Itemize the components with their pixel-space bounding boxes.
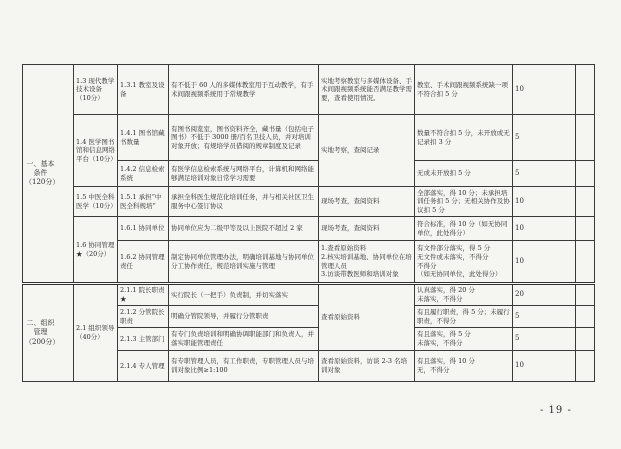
item-cell: 1.3.1 教室及设备 <box>118 65 169 115</box>
score-cell: 10 <box>513 217 576 241</box>
category-label: 二、组织管理（200分） <box>25 319 60 346</box>
scoring-cell: 有且落实，得 10 分 无，不得分 <box>415 351 513 382</box>
criteria-cell: 明确分管院领导，并履行分管职责 <box>169 306 319 328</box>
actual-score-cell <box>576 161 595 187</box>
actual-score-cell <box>576 351 595 382</box>
criteria-cell: 有专职管理人员，有工作职责，专职管理人员与培训对象比例≥1:100 <box>169 351 319 382</box>
actual-score-cell <box>576 187 595 217</box>
table-row <box>23 284 595 306</box>
score-cell: 10 <box>513 187 576 217</box>
criteria-cell: 制定协同单位管理办法，明确培训基地与协同单位分工协作责任，规范培训实施与管理 <box>169 241 319 284</box>
method-cell: 查看原始资料，访谈 2-3 名培训对象 <box>319 351 415 382</box>
item-cell: 1.4.1 图书馆藏书数量 <box>118 115 169 161</box>
score-cell: 10 <box>513 241 576 284</box>
indicator-group-cell: 1.5 中医全科医学（10分） <box>74 187 118 217</box>
score-cell: 5 <box>513 161 576 187</box>
scoring-cell: 有且履行职责，得 5 分；未履行职责，不得分 <box>415 306 513 328</box>
criteria-cell: 实行院长（一把手）负责制，并切实落实 <box>169 284 319 306</box>
indicator-group-cell: 1.4 医学图书馆和信息网络平台（10分） <box>74 115 118 187</box>
scoring-cell: 有且落实，得 5 分 未落实，不得分 <box>415 328 513 351</box>
actual-score-cell <box>576 217 595 241</box>
category-cell <box>23 284 74 382</box>
item-cell: 2.1.4 专人管理 <box>118 351 169 382</box>
score-cell: 5 <box>513 328 576 351</box>
score-cell: 5 <box>513 306 576 328</box>
item-cell: 2.1.1 院长职责★ <box>118 284 169 306</box>
table-row <box>23 217 595 241</box>
category-label: 一、基本条件（120分） <box>25 159 60 187</box>
item-cell: 1.5.1 承担“中医全科规培” <box>118 187 169 217</box>
method-cell: 现场考查，查阅资料 <box>319 217 415 241</box>
method-cell: 现场考查，查阅资料 <box>319 187 415 217</box>
scoring-cell: 符合标准，得 10 分（如无协同单位，此处得分） <box>415 217 513 241</box>
actual-score-cell <box>576 328 595 351</box>
score-cell: 5 <box>513 115 576 161</box>
item-cell: 1.6.2 协同管理责任 <box>118 241 169 284</box>
scoring-cell: 全部落实，得 10 分；未承担培训任务扣 5 分；无相关协作及协议扣 5 分 <box>415 187 513 217</box>
table-row <box>23 115 595 161</box>
actual-score-cell <box>576 284 595 306</box>
method-cell: 查看原始资料 <box>319 284 415 351</box>
table-row <box>23 65 595 115</box>
item-cell: 2.1.2 分管院长职责 <box>118 306 169 328</box>
actual-score-cell <box>576 306 595 328</box>
actual-score-cell <box>576 65 595 115</box>
scoring-cell: 数量不符合扣 5 分，未开放或无记录扣 3 分 <box>415 115 513 161</box>
criteria-cell: 有不低于 60 人的多媒体教室用于互动教学，有手术间跟视频系统用于常规教学 <box>169 65 319 115</box>
actual-score-cell <box>576 241 595 284</box>
item-cell: 1.4.2 信息检索系统 <box>118 161 169 187</box>
criteria-cell: 承担全科医生规范化培训任务，并与相关社区卫生服务中心签订协议 <box>169 187 319 217</box>
actual-score-cell <box>576 115 595 161</box>
scoring-cell: 无或未开放扣 5 分 <box>415 161 513 187</box>
criteria-cell: 有图书阅览室，图书资料齐全，藏书量（包括电子图书）不低于 3000 册/百名卫技人员，并对培训对象开放；有规培学员借阅的规章制度及记录 <box>169 115 319 161</box>
scoring-cell: 认真落实，得 20 分 未落实，不得分 <box>415 284 513 306</box>
criteria-cell: 有医学信息检索系统与网络平台，计算机和网络能够满足培训对象日常学习需要 <box>169 161 319 187</box>
category-cell <box>23 65 74 284</box>
method-cell: 实地考察，查阅记录 <box>319 115 415 187</box>
item-cell: 1.6.1 协同单位 <box>118 217 169 241</box>
page-number: - 19 - <box>540 405 572 416</box>
table-row <box>23 187 595 217</box>
method-cell: 实地考察教室与多媒体设备、手术间跟视频系统能否满足教学需要，查看使用情况。 <box>319 65 415 115</box>
criteria-cell: 有专门负责培训和明确协调职能部门和负责人，并落实职能管理责任 <box>169 328 319 351</box>
item-cell: 2.1.3 主管部门 <box>118 328 169 351</box>
score-cell: 20 <box>513 284 576 306</box>
method-cell: 1.查看原始资料 2.核实培训基地、协同单位在培管理人员 3.访谈带教医师和培训对象 <box>319 241 415 284</box>
evaluation-table <box>22 64 595 382</box>
indicator-group-cell: 2.1 组织领导（40分） <box>74 284 118 382</box>
scoring-cell: 教室、手术间跟视频系统缺一项不符合扣 5 分 <box>415 65 513 115</box>
criteria-cell: 协同单位应为二级甲等及以上医院不超过 2 家 <box>169 217 319 241</box>
score-cell: 10 <box>513 65 576 115</box>
indicator-group-cell: 1.3 现代教学技术设备（10分） <box>74 65 118 115</box>
scoring-cell: 有文件部分落实，得 5 分 无文件或未落实，不得分 不得分 （如无协同单位，此处得分） <box>415 241 513 284</box>
score-cell: 10 <box>513 351 576 382</box>
indicator-group-cell: 1.6 协同管理★（20分） <box>74 217 118 284</box>
